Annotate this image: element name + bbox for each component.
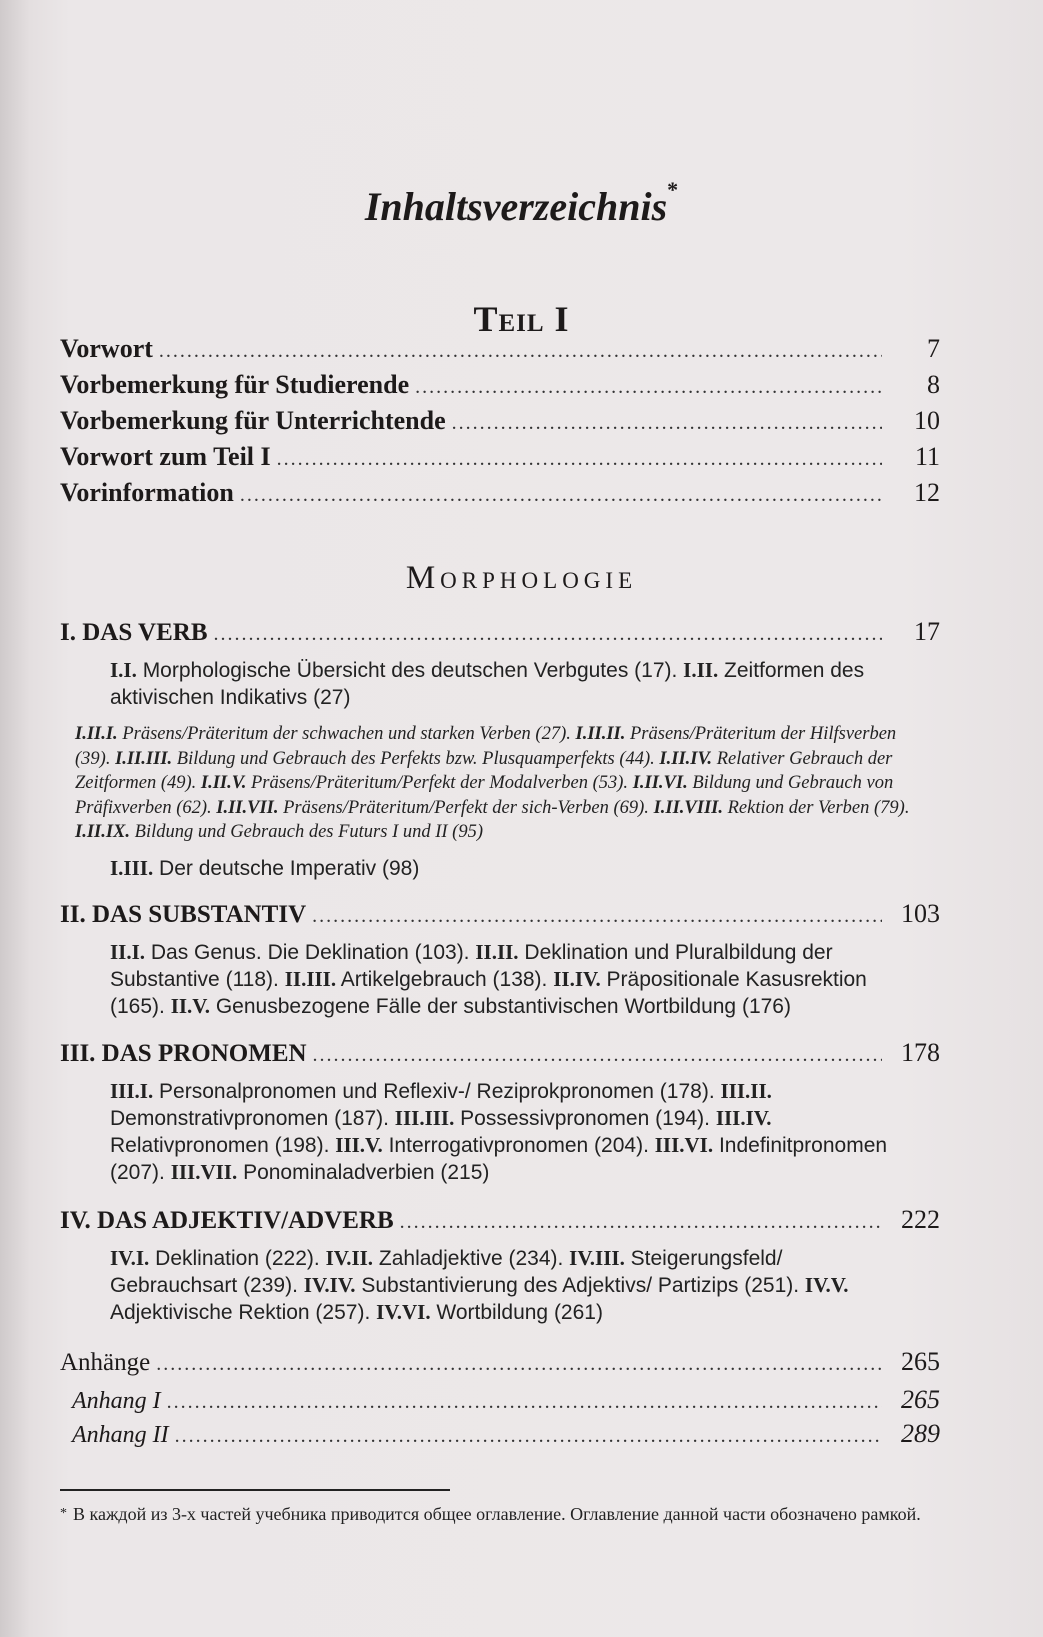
footnote-text: В каждой из 3-х частей учебника приводится общее оглавление. Оглавление данной части обозначено рамкой. <box>73 1504 921 1524</box>
toc-entry-page: 11 <box>914 442 940 471</box>
toc-entry[interactable] <box>60 442 940 478</box>
leader-dots <box>156 1353 882 1376</box>
toc-entry[interactable] <box>60 370 940 406</box>
chapter-label: IV. DAS ADJEKTIV/ADVERB <box>60 1207 394 1234</box>
chapter-subsections: III.I. Personalpronomen und Reflexiv-/ Reziprokpronomen (178). III.II. Demonstrativpronomen (187). III.III. Possessivpronomen (194). III.IV. Relativpronomen (198). III.V. Interrogativpronomen (204). III.VI. Indefinitpronomen (207). III.VII. Ponominaladverbien (215) <box>110 1079 888 1184</box>
toc-entry-appendix-item[interactable] <box>60 1419 940 1455</box>
leader-dots <box>277 448 882 471</box>
chapter-subsections: I.I. Morphologische Übersicht des deutschen Verbgutes (17). I.II. Zeitformen des aktivischen Indikativs (27) <box>110 658 865 709</box>
toc-chapter[interactable] <box>60 899 940 935</box>
leader-dots <box>415 376 882 399</box>
chapter-subsections: IV.I. Deklination (222). IV.II. Zahladjektive (234). IV.III. Steigerungsfeld/ Gebrauchsart (239). IV.IV. Substantivierung des Adjektivs/ Partizips (251). IV.V. Adjektivische Rektion (257). IV.VI. Wortbildung (261) <box>110 1246 849 1324</box>
leader-dots <box>214 623 883 646</box>
toc-entry-label: Vorinformation <box>60 478 234 507</box>
toc-entry[interactable] <box>60 478 940 514</box>
toc-entry-label: Vorbemerkung für Studierende <box>60 370 410 399</box>
chapter-page: 103 <box>901 899 940 928</box>
appendix-page: 265 <box>901 1347 940 1376</box>
toc-chapter[interactable] <box>60 617 940 653</box>
leader-dots <box>159 340 882 363</box>
page-title: Inhaltsverzeichnis* <box>364 177 679 229</box>
toc-entry-appendix[interactable] <box>60 1347 940 1383</box>
toc-entry-appendix-item[interactable] <box>60 1385 940 1421</box>
chapter-label: II. DAS SUBSTANTIV <box>60 901 307 928</box>
footnote <box>60 1500 940 1528</box>
toc-entry-label: Vorbemerkung für Unterrichtende <box>60 406 446 435</box>
toc-entry-label: Vorwort <box>60 334 153 363</box>
toc-entry-page: 7 <box>927 334 940 363</box>
part-title: Teil I <box>473 299 570 339</box>
toc-entry[interactable] <box>60 334 940 370</box>
toc-entry-page: 10 <box>914 406 940 435</box>
appendix-item-page: 289 <box>901 1419 940 1448</box>
leader-dots <box>313 1044 882 1067</box>
leader-dots <box>175 1425 882 1448</box>
chapter-label: III. DAS PRONOMEN <box>60 1040 307 1067</box>
footnote-star: * <box>60 1506 67 1521</box>
leader-dots <box>240 484 882 507</box>
appendix-item-label: Anhang II <box>72 1422 169 1448</box>
toc-entry-label: Vorwort zum Teil I <box>60 442 271 471</box>
chapter-label: I. DAS VERB <box>60 619 208 646</box>
toc-entry-page: 8 <box>927 370 940 399</box>
chapter-subsections-detail: I.II.I. Präsens/Präteritum der schwachen und starken Verben (27). I.II.II. Präsens/Präteritum der Hilfsverben (39). I.II.III. Bildung und Gebrauch des Perfekts bzw. Plusquamperfekts (44). I.II.IV. Relativer Gebrauch der Zeitformen (49). I.II.V. Präsens/Präteritum/Perfekt der Modalverben (53). I.II.VI. Bildung und Gebrauch von Präfixverben (62). I.II.VII. Präsens/Präteritum/Perfekt der sich-Verben (69). I.II.VIII. Rektion der Verben (79). I.II.IX. Bildung und Gebrauch des Futurs I und II (95) <box>75 724 910 842</box>
appendix-item-page: 265 <box>901 1385 940 1414</box>
footnote-marker: * <box>667 177 679 202</box>
toc-entry[interactable] <box>60 406 940 442</box>
footnote-divider <box>60 1489 450 1491</box>
chapter-subsections: II.I. Das Genus. Die Deklination (103). II.II. Deklination und Pluralbildung der Substantive (118). II.III. Artikelgebrauch (138). II.IV. Präpositionale Kasusrektion (165). II.V. Genusbezogene Fälle der substantivischen Wortbildung (176) <box>110 940 867 1018</box>
toc-entry-page: 12 <box>914 478 940 507</box>
chapter-subsections: I.III. Der deutsche Imperativ (98) <box>110 856 420 880</box>
chapter-page: 222 <box>901 1205 940 1234</box>
leader-dots <box>167 1391 882 1414</box>
leader-dots <box>400 1211 882 1234</box>
appendix-label: Anhänge <box>60 1349 151 1376</box>
chapter-page: 17 <box>914 617 940 646</box>
leader-dots <box>452 412 882 435</box>
section-title: Morphologie <box>405 560 638 596</box>
appendix-item-label: Anhang I <box>72 1388 161 1414</box>
toc-chapter[interactable] <box>60 1038 940 1074</box>
leader-dots <box>312 905 882 928</box>
toc-chapter[interactable] <box>60 1205 940 1241</box>
chapter-page: 178 <box>901 1038 940 1067</box>
